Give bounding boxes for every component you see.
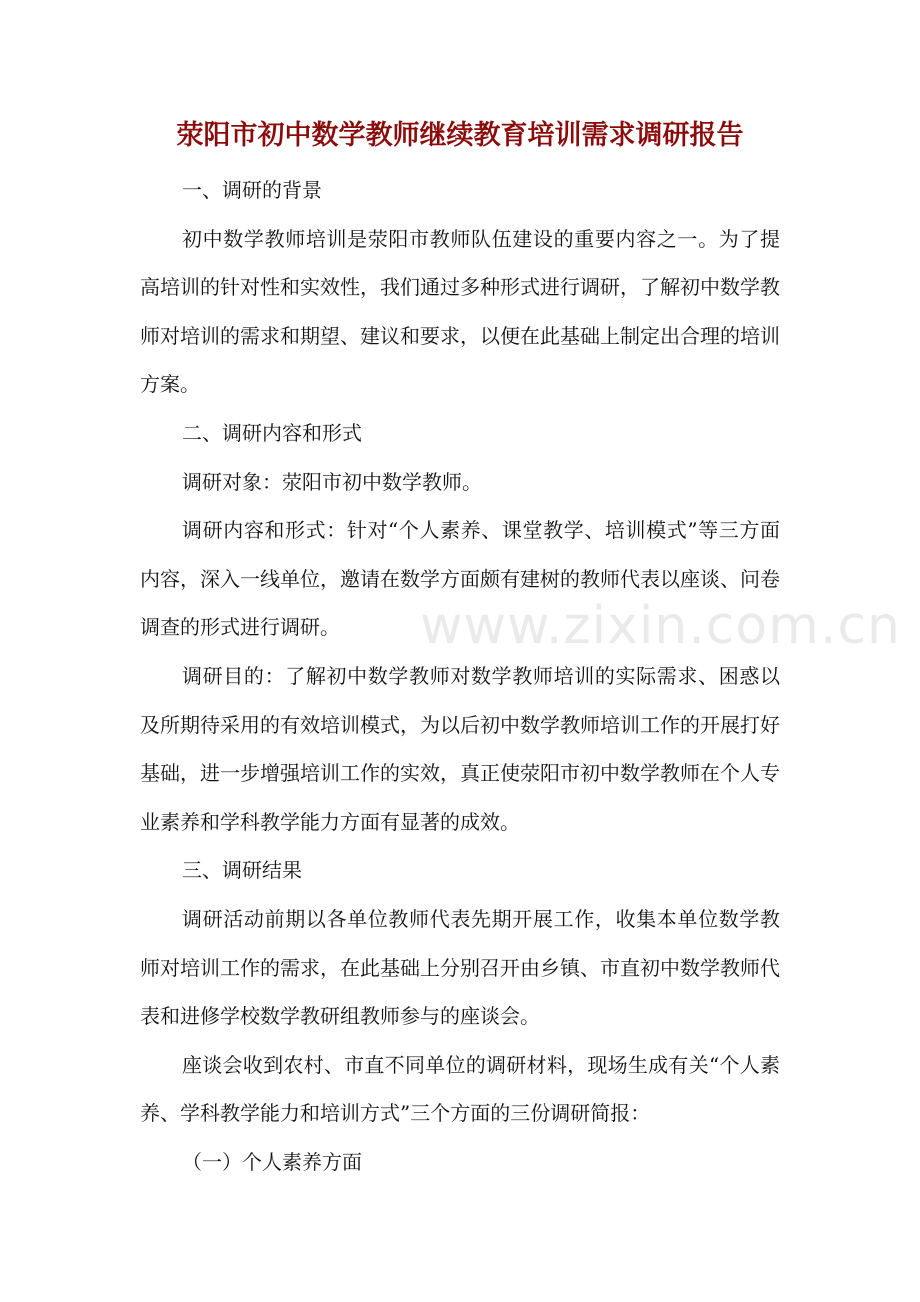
research-target-paragraph: 调研对象：荥阳市初中数学教师。 — [182, 469, 482, 494]
section-heading-results: 三、调研结果 — [182, 858, 302, 883]
background-paragraph: 初中数学教师培训是荥阳市教师队伍建设的重要内容之一。为了提高培训的针对性和实效性，我们通过多种形式进行调研，了解初中数学教师对培训的需求和期望、建议和要求，以便在此基础上制定出合理的培训方案。 — [140, 226, 780, 397]
results-paragraph-1: 调研活动前期以各单位教师代表先期开展工作，收集本单位数学教师对培训工作的需求，在此基础上分别召开由乡镇、市直初中数学教师代表和进修学校数学教研组教师参与的座谈会。 — [140, 906, 780, 1029]
section-heading-content-form: 二、调研内容和形式 — [182, 420, 362, 445]
document-title: 荥阳市初中数学教师继续教育培训需求调研报告 — [176, 120, 744, 151]
subsection-heading-personal-quality: （一）个人素养方面 — [182, 1149, 362, 1174]
document-body — [140, 166, 901, 1186]
section-heading-background: 一、调研的背景 — [182, 178, 322, 202]
watermark-text: www.zixin.com.cn — [420, 596, 901, 656]
results-paragraph-2: 座谈会收到农村、市直不同单位的调研材料，现场生成有关“个人素养、学科教学能力和培训方式”三个方面的三份调研简报： — [140, 1052, 780, 1126]
research-content-paragraph: 调研内容和形式：针对“个人素养、课堂教学、培训模式”等三方面内容，深入一线单位，邀请在数学方面颇有建树的教师代表以座谈、问卷调查的形式进行调研。 — [140, 518, 780, 640]
research-purpose-paragraph: 调研目的：了解初中数学教师对数学教师培训的实际需求、困惑以及所期待采用的有效培训模式，为以后初中数学教师培训工作的开展打好基础，进一步增强培训工作的实效，真正使荥阳市初中数学教师在个人专业素养和学科教学能力方面有显著的成效。 — [140, 663, 780, 834]
